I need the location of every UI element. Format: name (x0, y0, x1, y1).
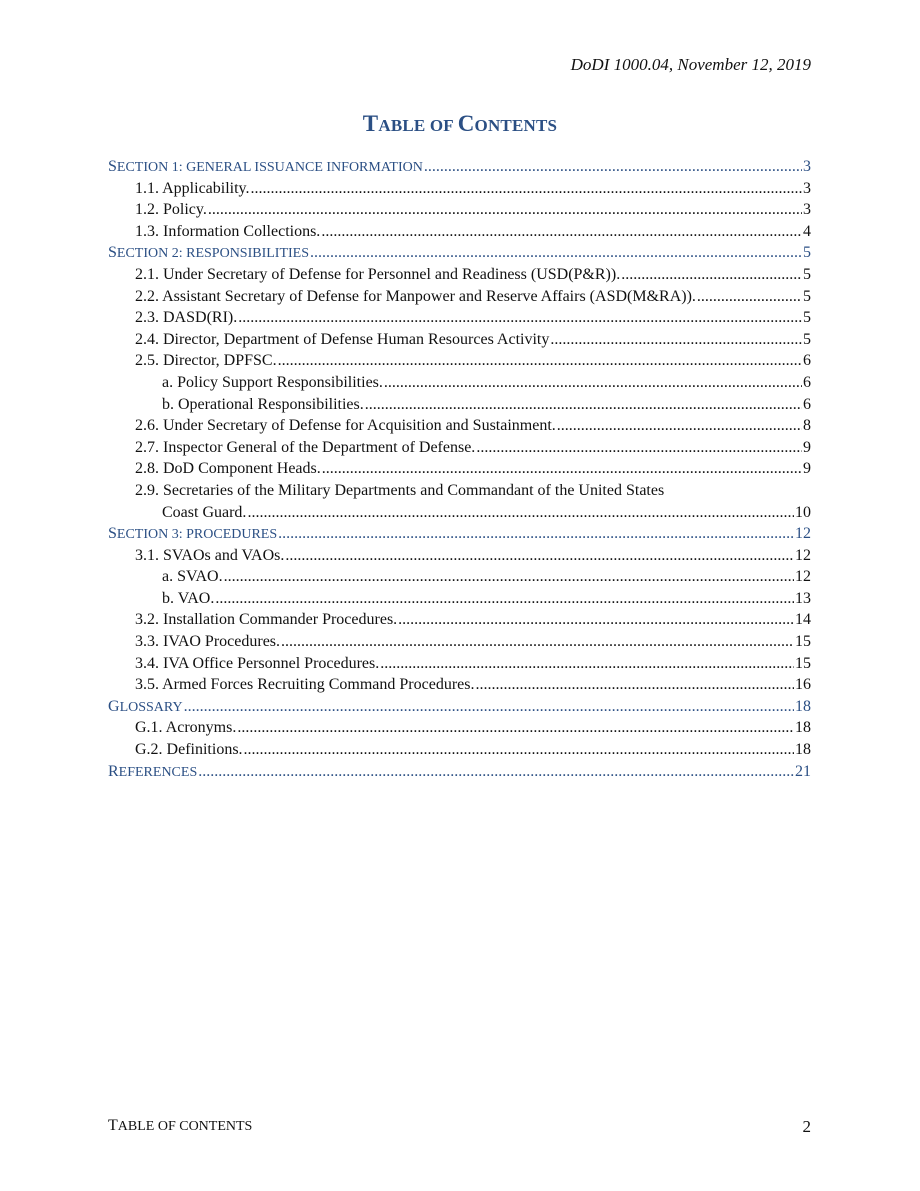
toc-page: 8 (803, 417, 811, 435)
toc-page: 18 (795, 719, 811, 737)
toc-page: 6 (803, 395, 811, 413)
toc-label: 2.4. Director, Department of Defense Human Resources Activity (135, 330, 550, 348)
toc-page: 14 (795, 611, 811, 629)
dot-leader (380, 653, 794, 675)
toc-entry-1-1[interactable] (108, 178, 811, 200)
toc-entry-g-1[interactable] (108, 717, 811, 739)
toc-label: 3.2. Installation Commander Procedures. (135, 611, 398, 629)
toc-label: 2.1. Under Secretary of Defense for Personnel and Readiness (USD(P&R)). (135, 265, 621, 283)
dot-leader (281, 631, 794, 653)
toc-label: 3.4. IVA Office Personnel Procedures. (135, 654, 380, 672)
dot-leader (184, 696, 794, 718)
toc-page: 9 (803, 460, 811, 478)
toc-entry-3-3[interactable] (108, 631, 811, 653)
toc-label: a. SVAO. (162, 568, 223, 586)
toc-entry-2-5-b[interactable] (108, 394, 811, 416)
toc-label: 2.3. DASD(RI). (135, 309, 238, 327)
toc-entry-2-2[interactable] (108, 286, 811, 308)
footer-section-name: TABLE OF CONTENTS (108, 1117, 253, 1134)
toc-page: 5 (803, 265, 811, 283)
dot-leader (322, 458, 802, 480)
toc-section-2[interactable] (108, 242, 811, 264)
toc-page: 12 (795, 568, 811, 586)
toc-page: 4 (803, 222, 811, 240)
dot-leader (278, 523, 794, 545)
toc-page: 3 (803, 179, 811, 197)
dot-leader (208, 199, 802, 221)
dot-leader (310, 242, 802, 264)
toc-label: Coast Guard. (162, 503, 247, 521)
toc-page: 5 (803, 287, 811, 305)
dot-leader (198, 761, 794, 783)
dot-leader (557, 415, 802, 437)
toc-entry-2-9-line1[interactable] (108, 480, 811, 502)
toc-page: 12 (795, 546, 811, 564)
dot-leader (237, 717, 794, 739)
toc-page: 21 (795, 762, 811, 780)
toc-page: 18 (795, 697, 811, 715)
title-word-ontents: ONTENTS (474, 116, 558, 135)
toc-label: REFERENCES (108, 762, 198, 780)
toc-entry-2-9[interactable] (108, 502, 811, 524)
dot-leader (244, 739, 794, 761)
toc-label: 1.2. Policy. (135, 201, 207, 219)
dot-leader (697, 286, 802, 308)
toc-label: a. Policy Support Responsibilities. (162, 373, 383, 391)
toc-label: SECTION 1: GENERAL ISSUANCE INFORMATION (108, 158, 423, 175)
running-header: DoDI 1000.04, November 12, 2019 (570, 55, 811, 74)
toc-entry-g-2[interactable] (108, 739, 811, 761)
toc-entry-2-5-a[interactable] (108, 372, 811, 394)
toc-entry-2-4[interactable] (108, 329, 811, 351)
toc-label: 1.3. Information Collections. (135, 222, 321, 240)
toc-section-1[interactable] (108, 156, 811, 178)
toc-section-3[interactable] (108, 523, 811, 545)
page-title (0, 111, 920, 137)
toc-label: SECTION 3: PROCEDURES (108, 525, 278, 543)
toc-page: 15 (795, 633, 811, 651)
toc-label: 1.1. Applicability. (135, 179, 250, 197)
toc-entry-1-2[interactable] (108, 199, 811, 221)
toc-entry-3-1-a[interactable] (108, 566, 811, 588)
toc-entry-2-3[interactable] (108, 307, 811, 329)
toc-entry-3-1[interactable] (108, 545, 811, 567)
toc-entry-3-1-b[interactable] (108, 588, 811, 610)
dot-leader (424, 156, 802, 178)
toc-page: 10 (795, 503, 811, 521)
toc-entry-3-5[interactable] (108, 674, 811, 696)
toc-label: GLOSSARY (108, 697, 183, 715)
dot-leader (321, 221, 802, 243)
toc-entry-3-4[interactable] (108, 653, 811, 675)
toc-label: 3.1. SVAOs and VAOs. (135, 546, 285, 564)
toc-label: 2.5. Director, DPFSC. (135, 352, 277, 370)
toc-entry-2-8[interactable] (108, 458, 811, 480)
toc-section-glossary[interactable] (108, 696, 811, 718)
toc-entry-2-7[interactable] (108, 437, 811, 459)
toc-label: SECTION 2: RESPONSIBILITIES (108, 244, 310, 262)
toc-page: 5 (803, 309, 811, 327)
title-letter-c: C (457, 111, 475, 136)
toc-label: 3.5. Armed Forces Recruiting Command Procedures. (135, 676, 475, 694)
table-of-contents (108, 156, 811, 782)
dot-leader (278, 350, 802, 372)
toc-page: 3 (803, 201, 811, 219)
toc-label: G.1. Acronyms. (135, 719, 237, 737)
dot-leader (384, 372, 802, 394)
toc-label: G.2. Definitions. (135, 741, 243, 759)
toc-label: 2.7. Inspector General of the Department of Defense. (135, 438, 476, 456)
toc-page: 18 (795, 741, 811, 759)
toc-page: 12 (795, 525, 811, 543)
toc-entry-1-3[interactable] (108, 221, 811, 243)
toc-page: 13 (795, 589, 811, 607)
toc-page: 15 (795, 654, 811, 672)
toc-page: 6 (803, 373, 811, 391)
dot-leader (550, 329, 802, 351)
toc-page: 5 (803, 330, 811, 348)
dot-leader (285, 545, 794, 567)
title-word-able-of: ABLE OF (378, 116, 458, 135)
dot-leader (251, 178, 802, 200)
toc-section-references[interactable] (108, 761, 811, 783)
toc-label: b. Operational Responsibilities. (162, 395, 364, 413)
toc-label: 2.6. Under Secretary of Defense for Acquisition and Sustainment. (135, 417, 556, 435)
toc-label: b. VAO. (162, 589, 215, 607)
toc-page: 3 (803, 158, 811, 175)
toc-label: 2.8. DoD Component Heads. (135, 460, 321, 478)
footer-page-number: 2 (802, 1117, 811, 1136)
toc-page: 6 (803, 352, 811, 370)
toc-page: 5 (803, 244, 811, 262)
toc-label: 3.3. IVAO Procedures. (135, 633, 281, 651)
toc-entry-2-1[interactable] (108, 264, 811, 286)
toc-page: 9 (803, 438, 811, 456)
dot-leader (476, 674, 795, 696)
toc-label: 2.2. Assistant Secretary of Defense for Manpower and Reserve Affairs (ASD(M&RA)). (135, 287, 696, 305)
dot-leader (621, 264, 802, 286)
dot-leader (247, 502, 794, 524)
toc-page: 16 (795, 676, 811, 694)
dot-leader (215, 588, 794, 610)
dot-leader (238, 307, 802, 329)
toc-entry-2-5[interactable] (108, 350, 811, 372)
dot-leader (224, 566, 794, 588)
toc-entry-2-6[interactable] (108, 415, 811, 437)
dot-leader (476, 437, 802, 459)
dot-leader (398, 609, 794, 631)
toc-entry-3-2[interactable] (108, 609, 811, 631)
dot-leader (365, 394, 802, 416)
title-letter-t: T (362, 111, 379, 136)
toc-label: 2.9. Secretaries of the Military Departments and Commandant of the United States (135, 481, 665, 499)
